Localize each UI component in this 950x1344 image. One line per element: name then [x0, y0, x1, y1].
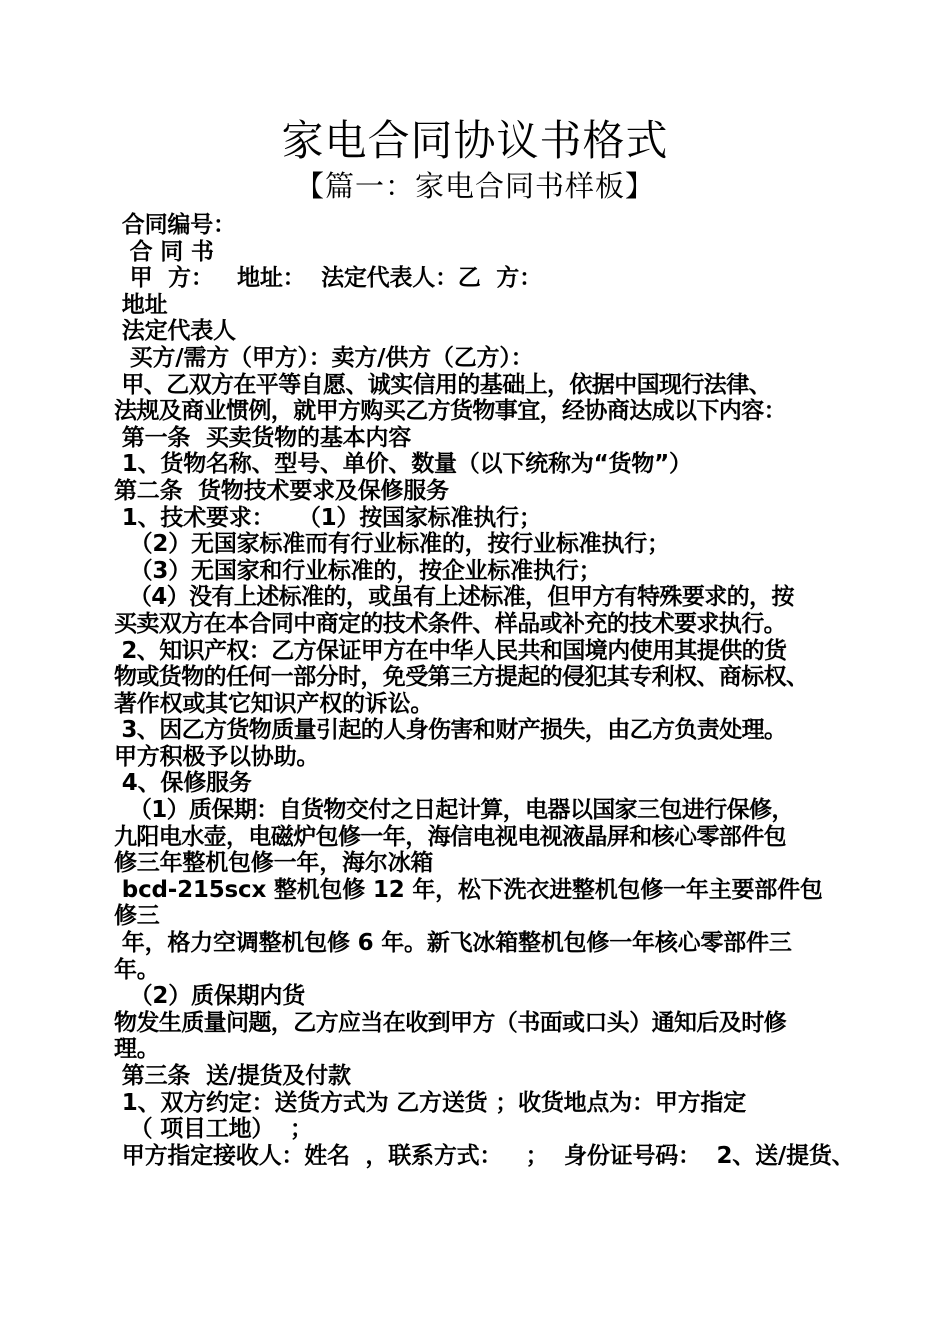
line-warranty-period-1: 物发生质量问题，乙方应当在收到甲方（书面或口头）通知后及时修 [114, 1009, 787, 1036]
line-tech-req-1: 1、技术要求： （1）按国家标准执行； [114, 504, 542, 531]
line-warranty-5: 修三 [114, 903, 160, 930]
contract-body [114, 212, 854, 1169]
line-liability-1: 3、因乙方货物质量引起的人身伤害和财产损失，由乙方负责处理。 [114, 717, 787, 744]
document-title: 家电合同协议书格式 [281, 116, 669, 165]
line-parties: 甲 方： 地址： 法定代表人：乙 方： [114, 265, 542, 292]
line-legal-rep: 法定代表人 [114, 318, 236, 345]
line-warranty-1: （1）质保期：自货物交付之日起计算，电器以国家三包进行保修， [114, 797, 794, 824]
line-contract-number: 合同编号： [114, 212, 236, 238]
line-buyer-seller: 买方/需方（甲方）：卖方/供方（乙方）： [114, 344, 534, 371]
line-address: 地址 [114, 291, 168, 318]
line-liability-2: 甲方积极予以协助。 [114, 743, 320, 770]
document-subtitle: 【篇一：家电合同书样板】 [294, 169, 655, 203]
line-warranty-period-2: 理。 [114, 1036, 160, 1063]
line-warranty-2: 九阳电水壶，电磁炉包修一年，海信电视电视液晶屏和核心零部件包 [114, 823, 787, 850]
line-preamble-1: 甲、乙双方在平等自愿、诚实信用的基础上，依据中国现行法律、 [114, 371, 772, 398]
line-warranty-3: 修三年整机包修一年，海尔冰箱 [114, 850, 434, 877]
line-tech-req-3: （3）无国家和行业标准的，按企业标准执行； [114, 557, 602, 584]
line-contract-heading: 合 同 书 [114, 238, 214, 265]
line-ip-2: 物或货物的任何一部分时，免受第三方提起的侵犯其专利权、商标权、 [114, 664, 809, 691]
line-ip-3: 著作权或其它知识产权的诉讼。 [114, 690, 434, 717]
line-goods-description: 1、货物名称、型号、单价、数量（以下统称为“货物”） [114, 451, 692, 478]
line-tech-req-4: （4）没有上述标准的，或虽有上述标准，但甲方有特殊要求的，按 [114, 584, 794, 611]
line-warranty-7: 年。 [114, 956, 160, 983]
line-warranty-6: 年，格力空调整机包修 6 年。新飞冰箱整机包修一年核心零部件三 [114, 930, 792, 957]
line-delivery-2: （ 项目工地） ； [114, 1116, 313, 1143]
line-tech-req-2: （2）无国家标准而有行业标准的，按行业标准执行； [114, 531, 670, 558]
line-article-1: 第一条 买卖货物的基本内容 [114, 424, 412, 451]
line-delivery-1: 1、双方约定：送货方式为 乙方送货 ；收货地点为：甲方指定 [114, 1089, 747, 1116]
line-warranty-period-heading: （2）质保期内货 [114, 983, 306, 1010]
line-ip-1: 2、知识产权：乙方保证甲方在中华人民共和国境内使用其提供的货 [114, 637, 787, 664]
line-article-3: 第三条 送/提货及付款 [114, 1063, 351, 1089]
line-article-2: 第二条 货物技术要求及保修服务 [114, 477, 449, 504]
line-preamble-2: 法规及商业惯例，就甲方购买乙方货物事宜，经协商达成以下内容： [114, 398, 787, 425]
line-warranty-4: bcd-215scx 整机包修 12 年，松下洗衣进整机包修一年主要部件包 [114, 876, 823, 903]
line-tech-req-4-cont: 买卖双方在本合同中商定的技术条件、样品或补充的技术要求执行。 [114, 610, 787, 637]
line-delivery-3: 甲方指定接收人：姓名 ，联系方式： ； 身份证号码： 2、送/提货、 [114, 1142, 855, 1169]
line-warranty-heading: 4、保修服务 [114, 770, 252, 797]
